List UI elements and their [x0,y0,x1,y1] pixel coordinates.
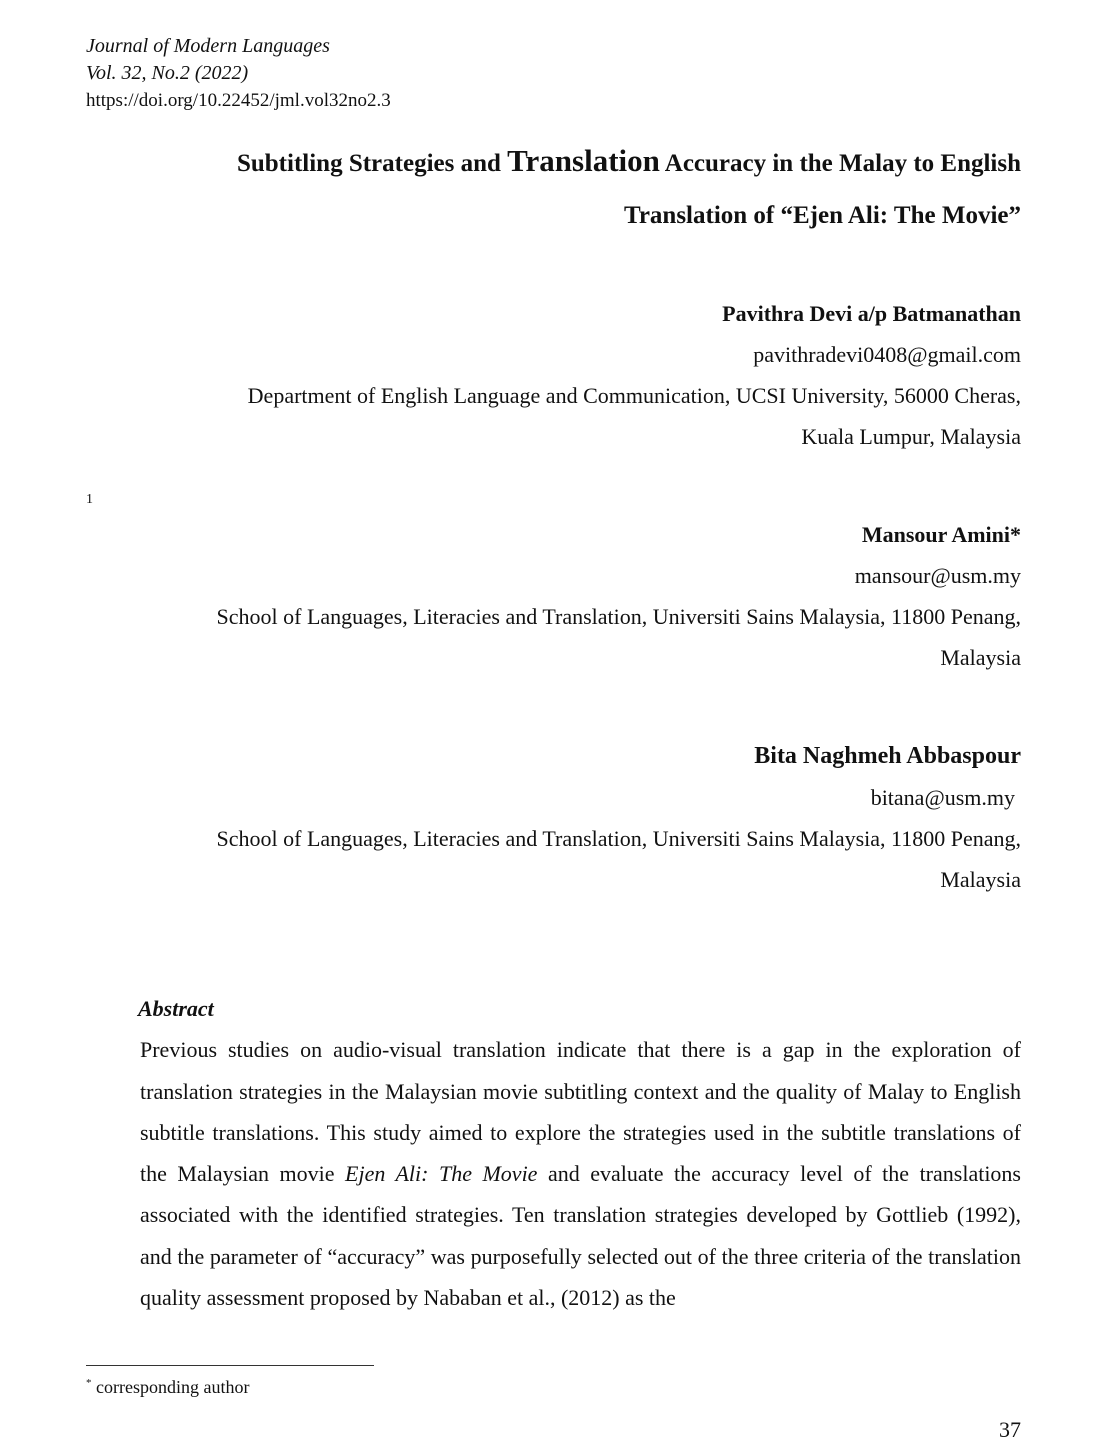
author-name: Pavithra Devi a/p Batmanathan [722,301,1021,326]
abstract-section [140,988,1021,1318]
footnote-divider [86,1365,374,1366]
author-affiliation: Department of English Language and Communication, UCSI University, 56000 Cheras, [247,383,1021,408]
author-name: Bita Naghmeh Abbaspour [754,743,1021,769]
title-line-1 [81,135,1021,190]
author-affiliation: School of Languages, Literacies and Translation, Universiti Sains Malaysia, 11800 Penang, [216,604,1021,629]
title-part-1: Subtitling Strategies and [236,150,508,177]
paper-title [81,135,1021,242]
page-number: 37 [999,1417,1021,1442]
title-line-2: Translation of “Ejen Ali: The Movie” [624,202,1021,229]
abstract-text: and evaluate the accuracy level of the translations associated with the identified strategies. Ten translation strategies developed by Gottlieb (1992), and the parameter of “accuracy” was purposefully selected out of the three criteria of the translation quality assessment proposed by Nababan et al., (2012) as the [140,1161,1021,1311]
author-email[interactable]: pavithradevi0408@gmail.com [753,342,1021,367]
journal-volume: Vol. 32, No.2 (2022) [86,62,249,84]
title-emphasis: Translation [507,143,660,178]
author-name: Mansour Amini* [861,522,1021,547]
author-block-3 [61,736,1021,900]
footnote [86,1377,249,1398]
author-affiliation: Malaysia [940,645,1021,670]
author-block-2 [61,514,1021,678]
doi-link[interactable]: https://doi.org/10.22452/jml.vol32no2.3 [86,90,391,111]
footnote-mark: * [86,1377,92,1389]
abstract-body [140,1029,1021,1318]
author-affiliation: School of Languages, Literacies and Translation, Universiti Sains Malaysia, 11800 Penang, [216,826,1021,851]
author-email[interactable]: mansour@usm.my [854,563,1021,588]
author-affiliation: Kuala Lumpur, Malaysia [801,424,1021,449]
movie-title: Ejen Ali: The Movie [345,1161,538,1187]
journal-header [86,33,391,114]
footnote-text: corresponding author [91,1377,250,1397]
journal-name: Journal of Modern Languages [86,35,330,57]
abstract-text: Previous studies on audio-visual translation indicate that there is a gap in the exploration of translation strategies in the Malaysian movie subtitling context and the quality of Malay to English subtitle translations. This study aimed to explore the strategies used in the subtitle translations of the Malaysian movie [140,1037,1021,1187]
title-part-2: Accuracy in the Malay to English [659,150,1021,177]
side-marker: 1 [86,492,93,507]
author-affiliation: Malaysia [940,867,1021,892]
abstract-heading: Abstract [138,996,214,1021]
author-email[interactable]: bitana@usm.my [870,785,1015,810]
author-block-1 [61,293,1021,457]
